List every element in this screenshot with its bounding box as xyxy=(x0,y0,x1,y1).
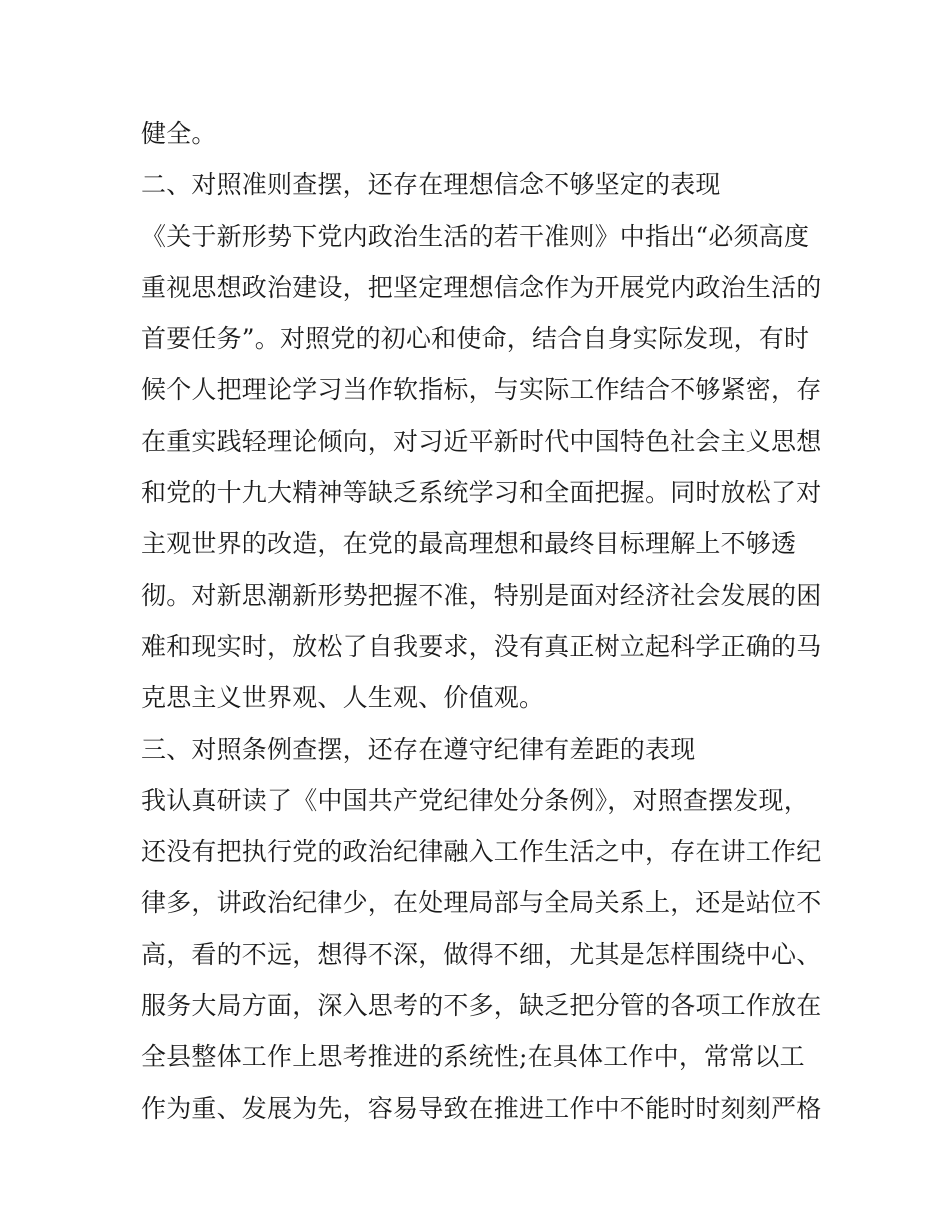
text-line: 服务大局方面，深入思考的不多，缺乏把分管的各项工作放在 xyxy=(141,991,822,1021)
text-line: 还没有把执行党的政治纪律融入工作生活之中，存在讲工作纪 xyxy=(141,837,822,867)
text-line: 我认真研读了《中国共产党纪律处分条例》，对照查摆发现， xyxy=(141,785,809,815)
text-line: 《关于新形势下党内政治生活的若干准则》中指出“必须高度 xyxy=(141,221,810,251)
body-text xyxy=(141,108,821,1134)
text-line: 在重实践轻理论倾向，对习近平新时代中国特色社会主义思想 xyxy=(141,426,822,456)
section-heading: 二、对照准则查摆，还存在理想信念不够坚定的表现 xyxy=(141,170,721,200)
text-line: 作为重、发展为先，容易导致在推进工作中不能时时刻刻严格 xyxy=(141,1093,822,1123)
text-line: 律多，讲政治纪律少，在处理局部与全局关系上，还是站位不 xyxy=(141,888,822,918)
text-line: 难和现实时，放松了自我要求，没有真正树立起科学正确的马 xyxy=(141,631,822,661)
text-line: 全县整体工作上思考推进的系统性;在具体工作中，常常以工 xyxy=(141,1042,805,1072)
text-line: 克思主义世界观、人生观、价值观。 xyxy=(141,683,545,713)
text-line: 重视思想政治建设，把坚定理想信念作为开展党内政治生活的 xyxy=(141,272,822,302)
text-line: 彻。对新思潮新形势把握不准，特别是面对经济社会发展的困 xyxy=(141,580,822,610)
text-line: 和党的十九大精神等缺乏系统学习和全面把握。同时放松了对 xyxy=(141,478,822,508)
text-line: 首要任务”。对照党的初心和使命，结合自身实际发现，有时 xyxy=(141,324,810,354)
text-line: 健全。 xyxy=(141,119,217,148)
text-line: 主观世界的改造，在党的最高理想和最终目标理解上不够透 xyxy=(141,529,797,559)
section-heading: 三、对照条例查摆，还存在遵守纪律有差距的表现 xyxy=(141,734,696,764)
text-line: 高，看的不远，想得不深，做得不细，尤其是怎样围绕中心、 xyxy=(141,939,822,969)
text-line: 候个人把理论学习当作软指标，与实际工作结合不够紧密，存 xyxy=(141,375,822,405)
